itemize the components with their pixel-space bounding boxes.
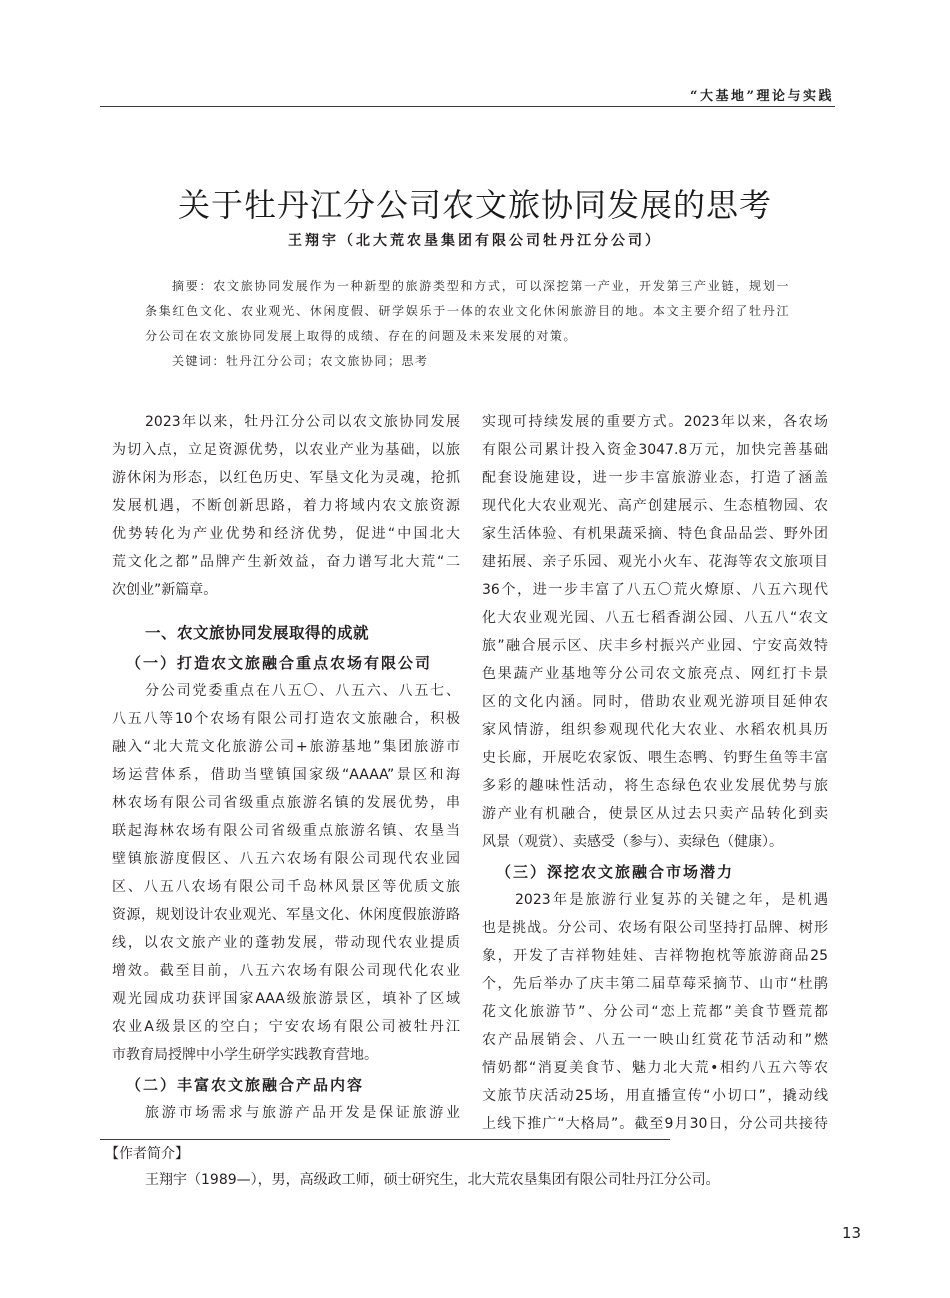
text-line: 建拓展、亲子乐园、观光小火车、花海等农文旅项目 (482, 554, 828, 570)
text-line: 资源，规划设计农业观光、军垦文化、休闲度假旅游路 (112, 907, 460, 923)
subsection-heading: （一）打造农文旅融合重点农场有限公司 (126, 654, 433, 672)
section-heading: 一、农文旅协同发展取得的成就 (145, 624, 370, 642)
subsection-heading: （三）深挖农文旅融合市场潜力 (496, 863, 735, 881)
paragraph (112, 677, 460, 1069)
text-line: 有限公司累计投入资金3047.8万元，加快完善基础 (482, 442, 828, 458)
abstract (145, 274, 790, 374)
text-line: 优势转化为产业优势和经济优势，促进“中国北大 (112, 526, 460, 542)
text-line: 线，以农文旅产业的蓬勃发展，带动现代农业提质 (112, 935, 460, 951)
text-line: 化大农业观光园、八五七稻香湖公园、八五八“农文 (482, 610, 828, 626)
text-line: 象，开发了吉祥物娃娃、吉祥物抱枕等旅游商品25 (482, 948, 828, 964)
text-line: 2023年以来，牡丹江分公司以农文旅协同发展 (145, 414, 460, 430)
text-line: 市教育局授牌中小学生研学实践教育营地。 (112, 1047, 378, 1063)
paragraph (482, 408, 828, 856)
running-header: “大基地”理论与实践 (690, 89, 834, 104)
author-bio-label: 【作者简介】 (105, 1146, 189, 1162)
keywords: 关键词：牡丹江分公司；农文旅协同；思考 (172, 354, 429, 368)
paragraph (482, 886, 828, 1138)
text-line: 壁镇旅游度假区、八五六农场有限公司现代农业园 (112, 851, 460, 867)
abstract-body (145, 274, 790, 349)
text-line: 荒文化之都”品牌产生新效益，奋力谱写北大荒“二 (112, 554, 460, 570)
left-column (112, 408, 460, 1127)
text-line: 融入“北大荒文化旅游公司+旅游基地”集团旅游市 (112, 739, 460, 755)
text-line: 林农场有限公司省级重点旅游名镇的发展优势，串 (112, 795, 460, 811)
text-line: 游休闲为形态，以红色历史、军垦文化为灵魂，抢抓 (112, 470, 460, 486)
text-line: 家生活体验、有机果蔬采摘、特色食品品尝、野外团 (482, 526, 828, 542)
abstract-line: 分公司在农文旅协同发展上取得的成绩、存在的问题及未来发展的对策。 (145, 329, 578, 343)
text-line: 2023年是旅游行业复苏的关键之年，是机遇 (515, 892, 828, 908)
text-line: 个，先后举办了庆丰第二届草莓采摘节、山市“杜鹃 (482, 976, 828, 992)
text-line: 联起海林农场有限公司省级重点旅游名镇、农垦当 (112, 823, 460, 839)
abstract-line: 条集红色文化、农业观光、休闲度假、研学娱乐于一体的农业文化休闲旅游目的地。本文主要介绍了牡丹江 (145, 304, 790, 318)
text-line: 为切入点，立足资源优势，以农业产业为基础，以旅 (112, 442, 460, 458)
text-line: 区的文化内涵。同时，借助农业观光游项目延伸农 (482, 694, 828, 710)
text-line: 分公司党委重点在八五〇、八五六、八五七、 (145, 683, 460, 699)
text-line: 游产业有机融合，使景区从过去只卖产品转化到卖 (482, 806, 828, 822)
text-line: 史长廊，开展吃农家饭、喂生态鸭、钓野生鱼等丰富 (482, 750, 828, 766)
text-line: 上线下推广“大格局”。截至9月30日，分公司共接待 (482, 1116, 828, 1132)
paragraph (112, 408, 460, 604)
text-line: 现代化大农业观光、高产创建展示、生态植物园、农 (482, 498, 828, 514)
text-line: 配套设施建设，进一步丰富旅游业态，打造了涵盖 (482, 470, 828, 486)
text-line: 旅”融合展示区、庆丰乡村振兴产业园、宁安高效特 (482, 638, 828, 654)
text-line: 八五八等10个农场有限公司打造农文旅融合，积极 (112, 711, 460, 727)
text-line: 增效。截至目前，八五六农场有限公司现代化农业 (112, 963, 460, 979)
text-line: 发展机遇，不断创新思路，着力将域内农文旅资源 (112, 498, 460, 514)
text-line: 多彩的趣味性活动，将生态绿色农业发展优势与旅 (482, 778, 828, 794)
paragraph (112, 1099, 460, 1127)
subsection-heading: （二）丰富农文旅融合产品内容 (126, 1076, 365, 1094)
text-line: 色果蔬产业基地等分公司农文旅亮点、网红打卡景 (482, 666, 828, 682)
text-line: 也是挑战。分公司、农场有限公司坚持打品牌、树形 (482, 920, 828, 936)
text-line: 农产品展销会、八五一一映山红赏花节活动和”燃 (482, 1032, 828, 1048)
author-affiliation: 王翔宇（北大荒农垦集团有限公司牡丹江分公司） (288, 233, 662, 249)
text-line: 风景（观赏）、卖感受（参与）、卖绿色（健康）。 (482, 834, 783, 850)
author-bio-text: 王翔宇（1989—），男，高级政工师，硕士研究生，北大荒农垦集团有限公司牡丹江分公司。 (145, 1172, 720, 1188)
abstract-line: 摘要：农文旅协同发展作为一种新型的旅游类型和方式，可以深挖第一产业，开发第三产业链，规划一 (172, 279, 790, 293)
header-rule (100, 106, 835, 107)
text-line: 观光园成功获评国家AAA级旅游景区，填补了区域 (112, 991, 460, 1007)
text-line: 次创业”新篇章。 (112, 582, 218, 598)
right-column (482, 408, 828, 1138)
article-title: 关于牡丹江分公司农文旅协同发展的思考 (177, 186, 772, 224)
text-line: 农业A级景区的空白；宁安农场有限公司被牡丹江 (112, 1019, 460, 1035)
text-line: 区、八五八农场有限公司千岛林风景区等优质文旅 (112, 879, 460, 895)
footnote-rule (100, 1139, 670, 1140)
text-line: 旅游市场需求与旅游产品开发是保证旅游业 (145, 1105, 460, 1121)
text-line: 实现可持续发展的重要方式。2023年以来，各农场 (482, 414, 828, 430)
text-line: 情奶都“消夏美食节、魅力北大荒•相约八五六等农 (482, 1060, 828, 1076)
text-line: 家风情游，组织参观现代化大农业、水稻农机具历 (482, 722, 828, 738)
text-line: 花文化旅游节”、分公司“恋上荒都”美食节暨荒都 (482, 1004, 828, 1020)
text-line: 场运营体系，借助当壁镇国家级“AAAA”景区和海 (112, 767, 460, 783)
page-number: 13 (842, 1224, 862, 1242)
text-line: 36个，进一步丰富了八五〇荒火燎原、八五六现代 (482, 582, 828, 598)
text-line: 文旅节庆活动25场，用直播宣传“小切口”，撬动线 (482, 1088, 828, 1104)
